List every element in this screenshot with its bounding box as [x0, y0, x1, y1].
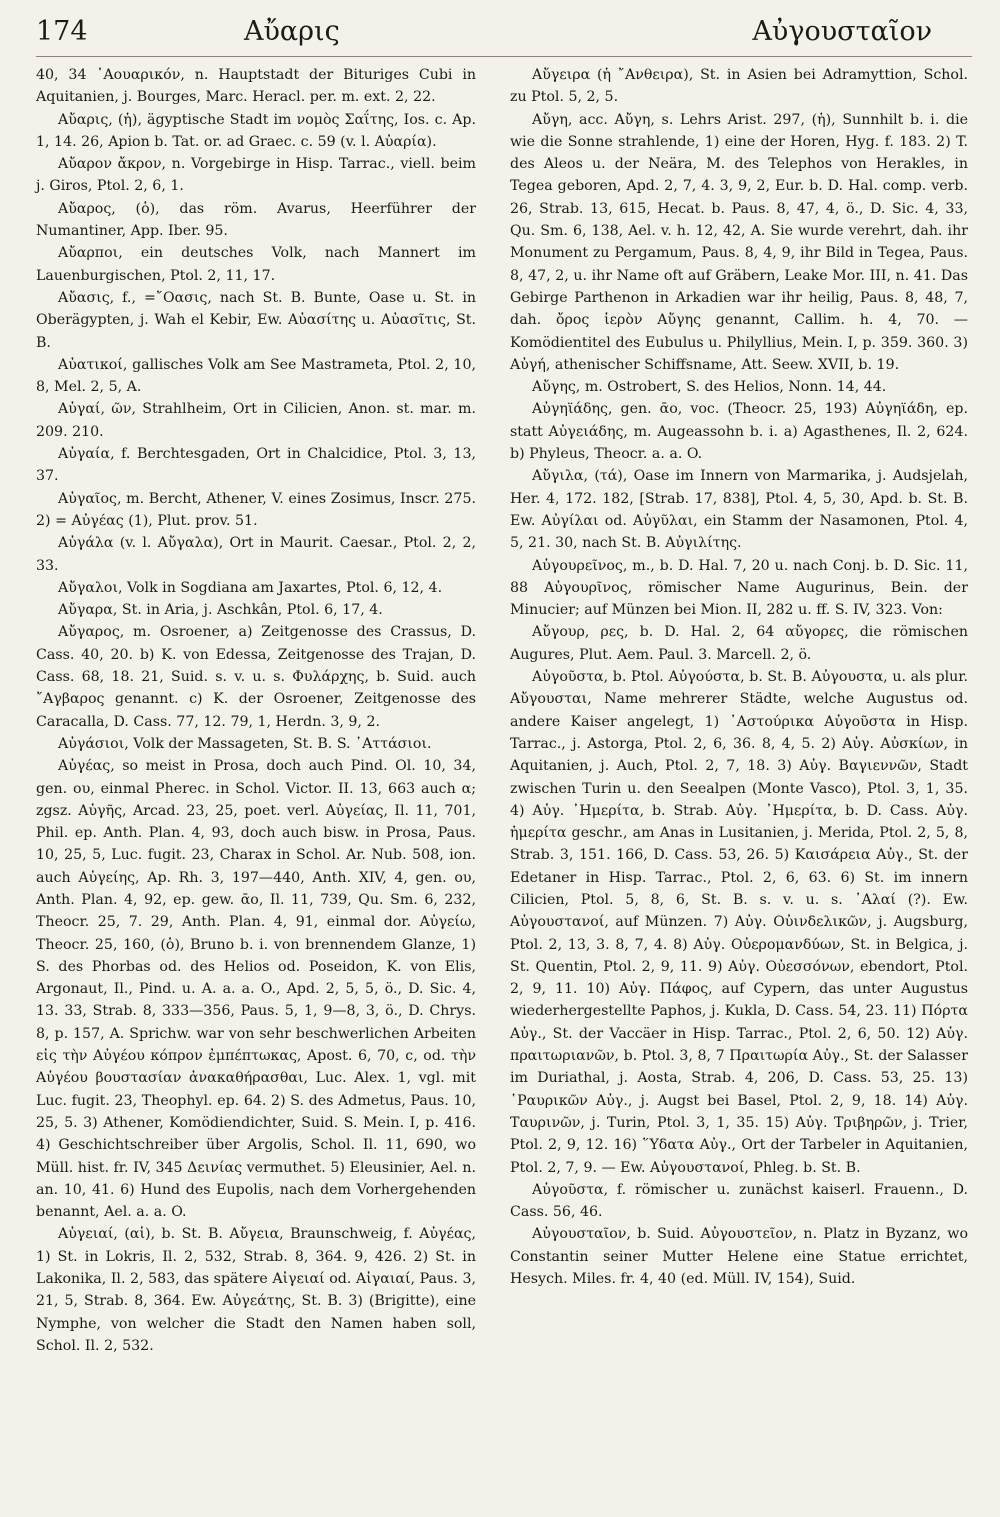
entry-augai: Αὐγαί, ῶν, Strahlheim, Ort in Cilicien, Anon. st. mar. m. 209. 210.	[36, 401, 476, 440]
left-running-head: Αὔαρις	[244, 16, 340, 47]
page-number: 174	[36, 16, 88, 47]
entry-augila: Αὔγιλα, (τά), Oase im Innern von Marmarika, j. Audsjelah, Her. 4, 172. 182, [Strab. 17, 838], Ptol. 4, 5, 30, Apd. b. St. B. Ew. Αὐγίλαι od. Αὐγῦλαι, ein Stamm der Nasamonen, Ptol. 4, 5, 21. 30, nach St. B. Αὐγιλίτης.	[510, 468, 968, 552]
header-rule	[36, 56, 972, 57]
left-column	[36, 64, 476, 1357]
entry-augasioi: Αὐγάσιοι, Volk der Massageten, St. B. S. ᾽Αττάσιοι.	[58, 735, 432, 752]
entry-augaia: Αὐγαία, f. Berchtesgaden, Ort in Chalcidice, Ptol. 3, 13, 37.	[36, 446, 476, 485]
entry-augousta: Αὐγοῦστα, b. Ptol. Αὐγούστα, b. St. B. Αὐγουστα, u. als plur. Αὔγουσται, Name mehrerer Städte, welche Augustus od. andere Kaiser angelegt, 1) ᾽Αστούρικα Αὐγοῦστα in Hisp. Tarrac., j. Astorga, Ptol. 2, 6, 36. 8, 4, 5. 2) Αὐγ. Αὐσκίων, in Aquitanien, j. Auch, Ptol. 2, 7, 18. 3) Αὐγ. Βαγιεννῶν, Stadt zwischen Turin u. den Seealpen (Monte Vasco), Ptol. 3, 1, 35. 4) Αὐγ. ᾽Ημερίτα, b. Strab. Αὐγ. ᾽Ημερίτα, b. D. Cass. Αὐγ. ἡμερίτα geschr., am Anas in Lusitanien, j. Merida, Ptol. 2, 5, 8, Strab. 3, 151. 166, D. Cass. 53, 26. 5) Καισάρεια Αὐγ., St. der Edetaner in Hisp. Tarrac., Ptol. 2, 6, 63. 6) St. im innern Cilicien, Ptol. 5, 8, 6, St. B. s. v. u. s. ᾽Αλαί (?). Ew. Αὐγουστανοί, auf Münzen. 7) Αὐγ. Οὐινδελικῶν, j. Augsburg, Ptol. 2, 13, 3. 8, 7, 4. 8) Αὐγ. Οὐερομανδύων, St. in Belgica, j. St. Quentin, Ptol. 2, 9, 11. 9) Αὐγ. Οὐεσσόνων, ebendort, Ptol. 2, 9, 11. 10) Αὐγ. Πάφος, auf Cypern, das unter Augustus wiederhergestellte Paphos, j. Kukla, D. Cass. 54, 23. 11) Πόρτα Αὐγ., St. der Vaccäer in Hisp. Tarrac., Ptol. 2, 6, 50. 12) Αὐγ. πραιτωριανῶν, b. Ptol. 3, 8, 7 Πραιτωρία Αὐγ., St. der Salasser im Duriathal, j. Aosta, Strab. 4, 206, D. Cass. 53, 25. 13) ῾Ραυρικῶν Αὐγ., j. Augst bei Basel, Ptol. 2, 9, 18. 14) Αὐγ. Ταυρινῶν, j. Turin, Ptol. 3, 1, 35. 15) Αὐγ. Τριβηρῶν, j. Trier, Ptol. 2, 9, 12. 16) ῞Υδατα Αὐγ., Ort der Tarbeler in Aquitanien, Ptol. 2, 7, 9. — Ew. Αὐγουστανοί, Phleg. b. St. B.	[510, 669, 968, 1176]
entry-augeiai: Αὐγειαί, (αἱ), b. St. B. Αὔγεια, Braunschweig, f. Αὐγέας, 1) St. in Lokris, Il. 2, 532, Strab. 8, 364. 9, 426. 2) St. in Lakonika, Il. 2, 583, das spätere Αἰγειαί od. Αἰγαιαί, Paus. 3, 21, 5, Strab. 8, 364. Ew. Αὐγεάτης, St. B. 3) (Brigitte), eine Nymphe, von welcher die Stadt den Namen haben soll, Schol. Il. 2, 532.	[36, 1226, 476, 1354]
entry-augoureinos: Αὐγουρεῖνος, m., b. D. Hal. 7, 20 u. nach Conj. b. D. Sic. 11, 88 Αὐγουρῖνος, römischer Name Augurinus, Bein. der Minucier; auf Münzen bei Mion. II, 282 u. ff. S. IV, 323. Von:	[510, 557, 968, 619]
entry-auasis: Αὔασις, f., =῎Οασις, nach St. B. Bunte, Oase u. St. in Oberägypten, j. Wah el Kebir, Ew. Αὐασίτης u. Αὐασῖτις, St. B.	[36, 289, 476, 351]
entry-auaron-akron: Αὔαρον ἄκρον, n. Vorgebirge in Hisp. Tarrac., viell. beim j. Giros, Ptol. 2, 6, 1.	[36, 156, 476, 195]
entry-auges: Αὔγης, m. Ostrobert, S. des Helios, Nonn. 14, 44.	[532, 379, 887, 396]
entry-auatikoi: Αὐατικοί, gallisches Volk am See Mastrameta, Ptol. 2, 10, 8, Mel. 2, 5, A.	[36, 356, 476, 396]
entry-auaris: Αὔαρις, (ἡ), ägyptische Stadt im νομὸς Σαΐτης, Ios. c. Ap. 1, 14. 26, Apion b. Tat. or. ad Graec. c. 59 (v. l. Αὐαρία).	[36, 111, 476, 150]
entry-augeira: Αὔγειρα (ἡ ῎Ανθειρα), St. in Asien bei Adramyttion, Schol. zu Ptol. 5, 2, 5.	[510, 67, 968, 106]
entry-augara: Αὔγαρα, St. in Aria, j. Aschkân, Ptol. 6, 17, 4.	[58, 602, 383, 619]
right-column	[510, 64, 968, 1290]
entry-augala: Αὐγάλα (v. l. Αὔγαλα), Ort in Maurit. Caesar., Ptol. 2, 2, 33.	[36, 535, 476, 574]
entry-auge: Αὔγη, acc. Αὔγη, s. Lehrs Arist. 297, (ἡ), Sunnhilt b. i. die wie die Sonne strahlende, 1) eine der Horen, Hyg. f. 183. 2) T. des Aleos u. der Neära, M. des Telephos von Herakles, in Tegea geboren, Apd. 2, 7, 4. 3, 9, 2, Eur. b. D. Hal. comp. verb. 26, Strab. 13, 615, Hecat. b. Paus. 8, 47, 4, ö., D. Sic. 4, 33, Qu. Sm. 6, 138, Ael. v. h. 12, 42, A. Sie wurde verehrt, dah. ihr Monument zu Pergamum, Paus. 8, 4, 9, ihr Bild in Tegea, Paus. 8, 47, 2, u. ihr Name oft auf Gräbern, Leake Mor. III, n. 41. Das Gebirge Parthenon in Arkadien war ihr heilig, Paus. 8, 48, 7, dah. ὄρος ἱερὸν Αὔγης genannt, Callim. h. 4, 70. — Komödientitel des Eubulus u. Philyllius, Mein. I, p. 359. 360. 3) Αὐγή, athenischer Schiffsname, Att. Seew. XVII, b. 19.	[510, 111, 968, 373]
entry-augaios: Αὐγαῖος, m. Bercht, Athener, V. eines Zosimus, Inscr. 275. 2) = Αὐγέας (1), Plut. prov. 51.	[36, 490, 476, 529]
entry-auarpoi: Αὔαρποι, ein deutsches Volk, nach Mannert im Lauenburgischen, Ptol. 2, 11, 17.	[36, 245, 476, 284]
entry-augaloi: Αὔγαλοι, Volk in Sogdiana am Jaxartes, Ptol. 6, 12, 4.	[58, 579, 443, 596]
right-running-head: Αὐγουσταῖον	[752, 16, 932, 47]
entry-augoustaion: Αὐγουσταῖον, b. Suid. Αὐγουστεῖον, n. Platz in Byzanz, wo Constantin seiner Mutter Helene eine Statue errichtet, Hesych. Miles. fr. 4, 40 (ed. Müll. IV, 154), Suid.	[510, 1226, 968, 1288]
entry-continuation: 40, 34 ᾽Αουαρικόν, n. Hauptstadt der Bituriges Cubi in Aquitanien, j. Bourges, Marc. Heracl. per. m. ext. 2, 22.	[36, 67, 476, 106]
entry-augousta-2: Αὐγοῦστα, f. römischer u. zunächst kaiserl. Frauenn., D. Cass. 56, 46.	[510, 1181, 968, 1221]
page-header	[36, 14, 972, 54]
entry-auaros: Αὔαρος, (ὁ), das röm. Avarus, Heerführer der Numantiner, App. Iber. 95.	[36, 200, 476, 240]
entry-augour: Αὔγουρ, ρες, b. D. Hal. 2, 64 αὔγορες, die römischen Augures, Plut. Aem. Paul. 3. Marcell. 2, ö.	[510, 624, 968, 663]
entry-augeas: Αὐγέας, so meist in Prosa, doch auch Pind. Ol. 10, 34, gen. ου, einmal Pherec. in Schol. Victor. II. 13, 663 auch α; zgsz. Αὐγῆς, Arcad. 23, 25, poet. verl. Αὐγείας, Il. 11, 701, Phil. ep. Anth. Plan. 4, 93, doch auch bisw. in Prosa, Paus. 10, 25, 5, Luc. fugit. 23, Charax in Schol. Ar. Nub. 508, ion. auch Αὐγείης, Ap. Rh. 3, 197—440, Anth. XIV, 4, gen. ου, Anth. Plan. 4, 92, ep. gew. ᾱο, Il. 11, 739, Qu. Sm. 6, 232, Theocr. 25, 7. 29, Anth. Plan. 4, 91, einmal dor. Αὐγείω, Theocr. 25, 160, (ὁ), Bruno b. i. von brennendem Glanze, 1) S. des Phorbas od. des Helios od. Poseidon, K. von Elis, Argonaut, Il., Pind. u. A. a. a. O., Apd. 2, 5, 5, ö., D. Sic. 4, 13. 33, Strab. 8, 333—356, Paus. 5, 1, 9—8, 3, ö., D. Chrys. 8, p. 157, A. Sprichw. war von sehr beschwerlichen Arbeiten εἰς τὴν Αὐγέου κόπρον ἐμπέπτωκας, Apost. 6, 70, c, od. τὴν Αὐγέου βουστασίαν ἀνακαθήρασθαι, Luc. Alex. 1, vgl. mit Luc. fugit. 23, Theophyl. ep. 64. 2) S. des Admetus, Paus. 10, 25, 5. 3) Athener, Komödiendichter, Suid. S. Mein. I, p. 416. 4) Geschichtschreiber über Argolis, Schol. Il. 11, 690, wo Müll. hist. fr. IV, 345 Δεινίας vermuthet. 5) Eleusinier, Ael. n. an. 10, 41. 6) Hund des Eupolis, nach dem Vorhergehenden benannt, Ael. a. a. O.	[36, 758, 476, 1221]
entry-augaros: Αὔγαρος, m. Osroener, a) Zeitgenosse des Crassus, D. Cass. 40, 20. b) K. von Edessa, Zeitgenosse des Trajan, D. Cass. 68, 18. 21, Suid. s. v. u. s. Φυλάρχης, b. Suid. auch ῎Αγβαρος genannt. c) K. der Osroener, Zeitgenosse des Caracalla, D. Cass. 77, 12. 79, 1, Herdn. 3, 9, 2.	[36, 624, 476, 730]
entry-augeiades: Αὐγηϊάδης, gen. ᾱο, voc. (Theocr. 25, 193) Αὐγηϊάδη, ep. statt Αὐγειάδης, m. Augeassohn b. i. a) Agasthenes, Il. 2, 624. b) Phyleus, Theocr. a. a. O.	[510, 401, 968, 463]
